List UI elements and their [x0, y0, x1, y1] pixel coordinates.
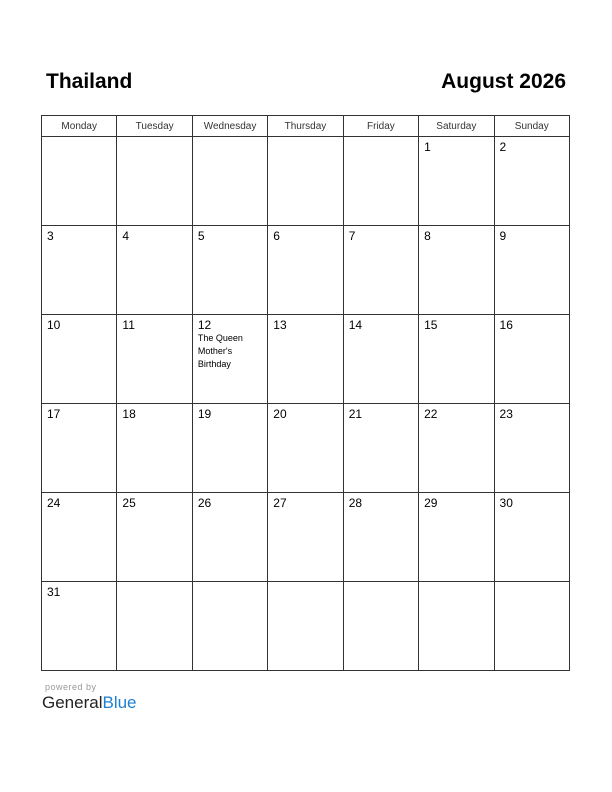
- day-number: 8: [424, 229, 431, 243]
- day-cell-content: [495, 493, 569, 581]
- day-cell-content: [344, 404, 418, 492]
- day-cell: [117, 493, 192, 582]
- day-cell: [419, 226, 494, 315]
- day-cell: [117, 582, 192, 671]
- day-cell: [494, 582, 569, 671]
- day-cell-content: [495, 404, 569, 492]
- day-cell: [117, 226, 192, 315]
- day-cell-content: [42, 137, 116, 225]
- day-cell-content: [42, 315, 116, 403]
- weekday-sunday: Sunday: [494, 116, 569, 137]
- day-cell-content: [42, 226, 116, 314]
- day-cell-content: [495, 226, 569, 314]
- day-cell: [494, 137, 569, 226]
- day-number: 4: [122, 229, 130, 243]
- day-cell-content: [117, 404, 191, 492]
- day-cell-content: [495, 137, 569, 225]
- day-cell-content: [419, 226, 493, 314]
- day-number: 3: [47, 229, 54, 243]
- day-cell-content: [419, 315, 493, 403]
- day-cell-content: [268, 137, 342, 225]
- day-cell-content: [344, 493, 418, 581]
- day-number: 24: [47, 496, 61, 510]
- day-number: 25: [122, 496, 136, 510]
- powered-by-text: powered by: [45, 682, 97, 692]
- day-cell-content: [193, 404, 267, 492]
- day-cell-content: [419, 493, 493, 581]
- day-cell-content: [193, 582, 267, 670]
- day-number: 10: [47, 318, 61, 332]
- day-cell-content: [344, 226, 418, 314]
- day-number: 15: [424, 318, 438, 332]
- day-cell: [419, 404, 494, 493]
- week-row: [42, 137, 570, 226]
- day-cell: [419, 315, 494, 404]
- day-number: 6: [273, 229, 280, 243]
- day-number: 7: [348, 229, 356, 243]
- week-row: [42, 226, 570, 315]
- day-cell: [268, 493, 343, 582]
- weekday-monday: Monday: [42, 116, 117, 137]
- day-cell-content: [419, 404, 493, 492]
- day-cell: [419, 493, 494, 582]
- day-number: 22: [424, 407, 438, 421]
- day-cell-content: [268, 226, 342, 314]
- day-number: 11: [122, 318, 135, 332]
- weekday-saturday: Saturday: [419, 116, 494, 137]
- month-calendar-grid: [41, 115, 570, 671]
- day-cell-content: [268, 404, 342, 492]
- day-cell: [268, 226, 343, 315]
- day-number: 13: [273, 318, 287, 332]
- day-cell: [192, 137, 267, 226]
- day-cell: [42, 137, 117, 226]
- day-cell-content: [193, 137, 267, 225]
- week-row: [42, 582, 570, 671]
- month-year-title: August 2026: [441, 70, 566, 93]
- day-cell: [117, 404, 192, 493]
- day-cell-content: [42, 582, 116, 670]
- day-cell-content: [193, 493, 267, 581]
- day-cell: [343, 226, 418, 315]
- weekday-wednesday: Wednesday: [192, 116, 267, 137]
- day-number: 29: [424, 496, 438, 510]
- day-cell: [343, 582, 418, 671]
- day-cell-content: [117, 493, 191, 581]
- holiday-label: The Queen Mother's Birthday: [197, 333, 243, 369]
- day-number: 27: [273, 496, 287, 510]
- day-cell-content: [117, 582, 191, 670]
- day-cell: [268, 582, 343, 671]
- day-number: 5: [197, 229, 205, 243]
- day-cell-content: [419, 582, 493, 670]
- week-row: [42, 493, 570, 582]
- day-cell: [42, 582, 117, 671]
- day-number: 18: [122, 407, 136, 421]
- week-row: [42, 315, 570, 404]
- day-cell-content: [344, 582, 418, 670]
- weekday-friday: Friday: [343, 116, 418, 137]
- day-cell-content: [495, 315, 569, 403]
- day-number: 12: [197, 318, 212, 332]
- day-cell-content: [419, 137, 493, 225]
- day-cell-content: [193, 226, 267, 314]
- brand-blue-text: Blue: [102, 693, 137, 712]
- day-cell: [494, 493, 569, 582]
- week-row: [42, 404, 570, 493]
- day-cell: [343, 315, 418, 404]
- day-cell: [494, 226, 569, 315]
- weekday-tuesday: Tuesday: [117, 116, 192, 137]
- day-cell: [268, 404, 343, 493]
- day-cell: [117, 137, 192, 226]
- day-number: 9: [499, 229, 507, 243]
- day-cell: [117, 315, 192, 404]
- day-cell: [343, 493, 418, 582]
- day-cell: [42, 404, 117, 493]
- day-cell: [343, 404, 418, 493]
- day-number: 16: [499, 318, 513, 332]
- day-number: 28: [348, 496, 363, 510]
- day-cell-content: [268, 582, 342, 670]
- day-number: 31: [47, 585, 61, 599]
- weekday-thursday: Thursday: [268, 116, 343, 137]
- day-cell-content: [193, 315, 267, 403]
- day-number: 26: [197, 496, 212, 510]
- generalblue-logo: [42, 693, 137, 713]
- day-cell: [419, 137, 494, 226]
- brand-general-text: General: [42, 693, 103, 712]
- day-number: 21: [348, 407, 363, 421]
- weekday-header-row: [42, 116, 570, 137]
- day-cell: [42, 226, 117, 315]
- day-number: 14: [348, 318, 363, 332]
- day-number: 30: [499, 496, 513, 510]
- day-cell: [42, 493, 117, 582]
- day-cell: [192, 493, 267, 582]
- day-cell: [192, 226, 267, 315]
- day-cell: [268, 137, 343, 226]
- day-cell: [268, 315, 343, 404]
- day-cell-content: [344, 315, 418, 403]
- calendar-header: [46, 70, 566, 98]
- country-title: Thailand: [46, 70, 133, 93]
- day-cell-content: [268, 315, 342, 403]
- day-cell-content: [495, 582, 569, 670]
- day-cell-content: [117, 226, 191, 314]
- day-cell: [42, 315, 117, 404]
- day-cell: [494, 404, 569, 493]
- day-cell: [494, 315, 569, 404]
- footer-branding: [42, 682, 137, 713]
- day-cell-content: [344, 137, 418, 225]
- day-cell: [192, 404, 267, 493]
- day-number: 20: [273, 407, 287, 421]
- day-cell: [343, 137, 418, 226]
- day-cell: [192, 315, 267, 404]
- day-number: 23: [499, 407, 513, 421]
- day-number: 17: [47, 407, 61, 421]
- day-cell-content: [117, 137, 191, 225]
- day-cell-content: [117, 315, 191, 403]
- day-cell-content: [268, 493, 342, 581]
- day-cell: [419, 582, 494, 671]
- day-cell-content: [42, 404, 116, 492]
- day-number: 19: [197, 407, 212, 421]
- day-cell-content: [42, 493, 116, 581]
- day-cell: [192, 582, 267, 671]
- day-number: 1: [424, 140, 431, 154]
- day-number: 2: [499, 140, 507, 154]
